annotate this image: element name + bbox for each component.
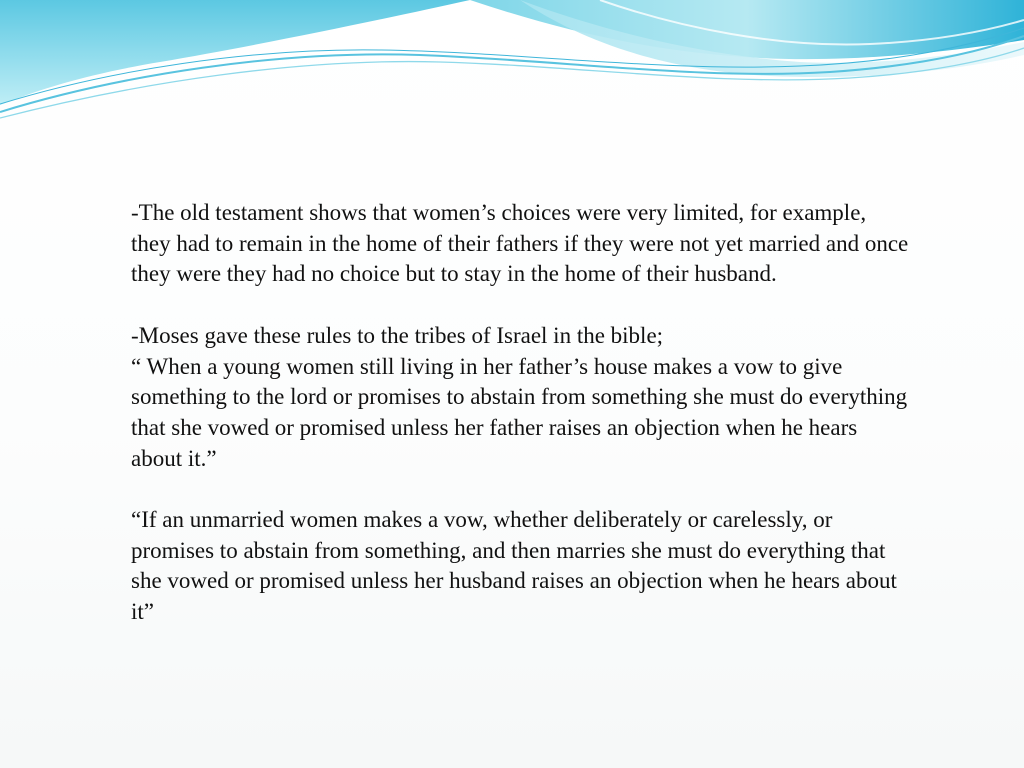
body-text: [131, 198, 911, 628]
paragraph-old-testament: -The old testament shows that women’s choices were very limited, for example, they had to remain in the home of their fathers if they were not yet married and once they were they had no choice but to stay in the home of their husband.: [131, 200, 909, 287]
paragraph-gap: [131, 474, 911, 505]
paragraph-unmarried-vow: “If an unmarried women makes a vow, whether deliberately or carelessly, or promises to abstain from something, and then marries she must do everything that she vowed or promised unless her husband raises an objection when he hears about it”: [131, 507, 897, 625]
paragraph-gap: [131, 290, 911, 321]
paragraph-moses-rules: -Moses gave these rules to the tribes of Israel in the bible; “ When a young women still living in her father’s house makes a vow to give something to the lord or promises to abstain from something she must do everything that she vowed or promised unless her father raises an objection when he hears about it.”: [131, 322, 908, 471]
wave-banner-icon: [0, 0, 1024, 130]
